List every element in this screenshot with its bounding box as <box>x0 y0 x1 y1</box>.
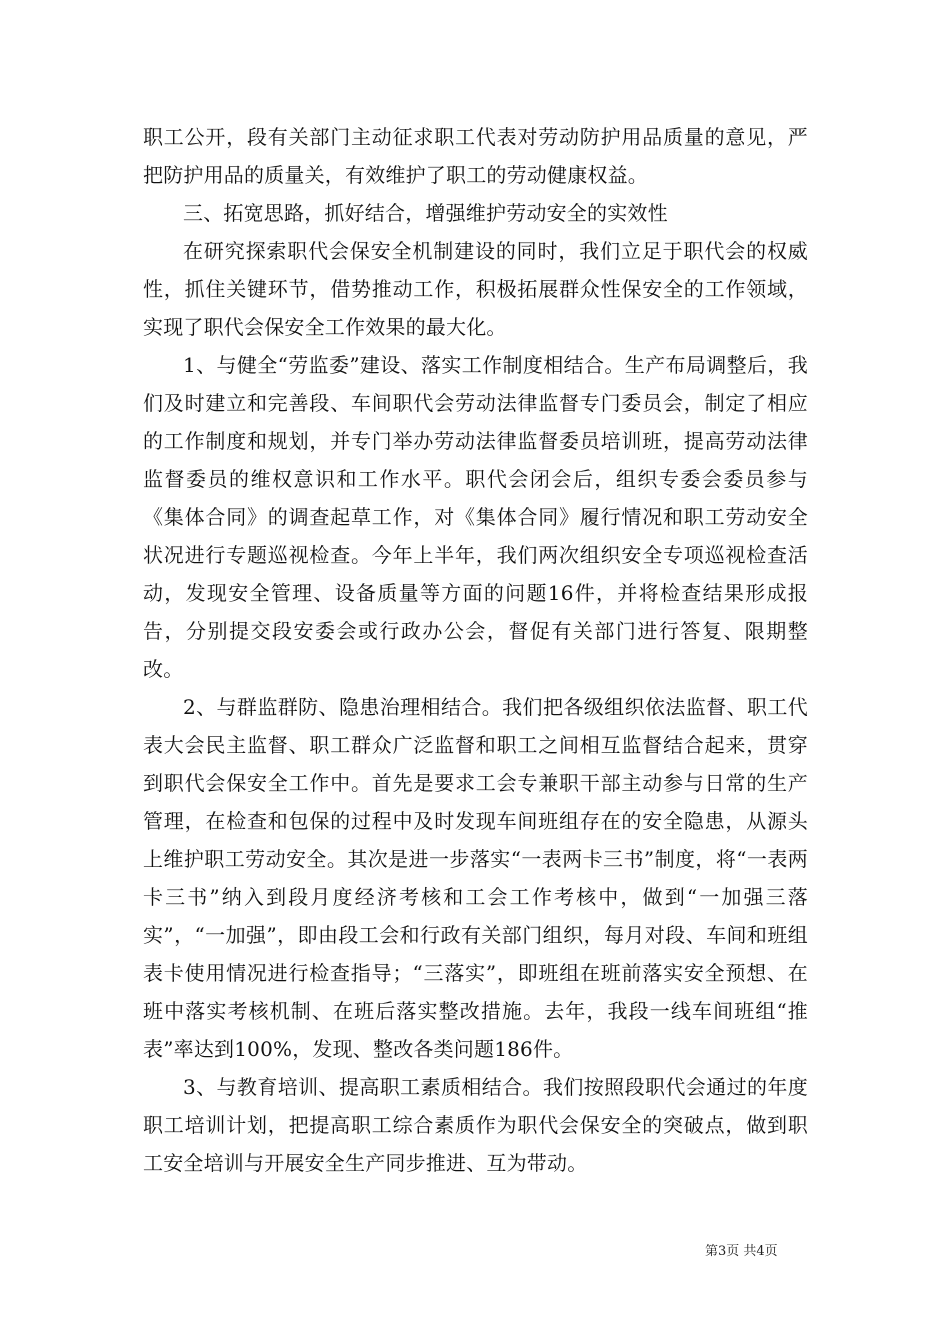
document-body <box>143 118 808 1182</box>
paragraph-item-1: 1、与健全“劳监委”建设、落实工作制度相结合。生产布局调整后，我们及时建立和完善段、车间职代会劳动法律监督专门委员会，制定了相应的工作制度和规划，并专门举办劳动法律监督委员培训班，提高劳动法律监督委员的维权意识和工作水平。职代会闭会后，组织专委会委员参与《集体合同》的调查起草工作，对《集体合同》履行情况和职工劳动安全状况进行专题巡视检查。今年上半年，我们两次组织安全专项巡视检查活动，发现安全管理、设备质量等方面的问题16件，并将检查结果形成报告，分别提交段安委会或行政办公会，督促有关部门进行答复、限期整改。 <box>143 353 808 681</box>
section-heading: 三、拓宽思路，抓好结合，增强维护劳动安全的实效性 <box>183 201 668 225</box>
page-number-footer: 第3页 共4页 <box>705 1244 778 1259</box>
paragraph-continuation: 职工公开，段有关部门主动征求职工代表对劳动防护用品质量的意见，严把防护用品的质量关，有效维护了职工的劳动健康权益。 <box>143 125 808 187</box>
paragraph-item-2: 2、与群监群防、隐患治理相结合。我们把各级组织依法监督、职工代表大会民主监督、职工群众广泛监督和职工之间相互监督结合起来，贯穿到职代会保安全工作中。首先是要求工会专兼职干部主动参与日常的生产管理，在检查和包保的过程中及时发现车间班组存在的安全隐患，从源头上维护职工劳动安全。其次是进一步落实“一表两卡三书”制度，将“一表两卡三书”纳入到段月度经济考核和工会工作考核中，做到“一加强三落实”，“一加强”，即由段工会和行政有关部门组织，每月对段、车间和班组表卡使用情况进行检查指导；“三落实”，即班组在班前落实安全预想、在班中落实考核机制、在班后落实整改措施。去年，我段一线车间班组“推表”率达到100%，发现、整改各类问题186件。 <box>143 695 808 1061</box>
paragraph-intro: 在研究探索职代会保安全机制建设的同时，我们立足于职代会的权威性，抓住关键环节，借势推动工作，积极拓展群众性保安全的工作领域，实现了职代会保安全工作效果的最大化。 <box>143 239 808 339</box>
paragraph-item-3: 3、与教育培训、提高职工素质相结合。我们按照段职代会通过的年度职工培训计划，把提高职工综合素质作为职代会保安全的突破点，做到职工安全培训与开展安全生产同步推进、互为带动。 <box>143 1075 808 1175</box>
